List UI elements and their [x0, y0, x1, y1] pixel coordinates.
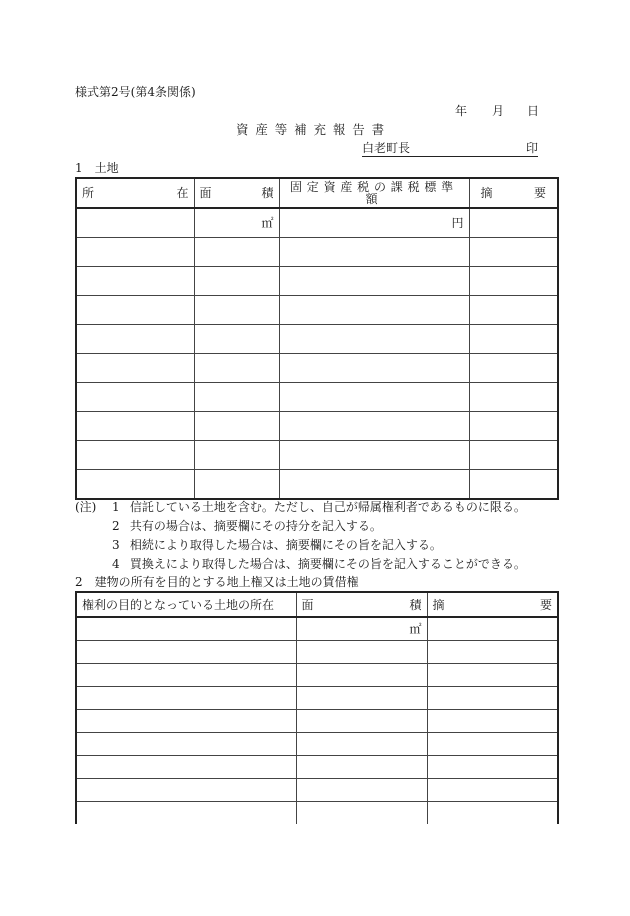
land-valuation-cell[interactable] — [279, 325, 469, 354]
land-row — [76, 296, 558, 325]
rights-table-header-row — [76, 592, 558, 617]
land-valuation-cell[interactable] — [279, 383, 469, 412]
note-item: 4 買換えにより取得した場合は、摘要欄にその旨を記入することができる。 — [112, 557, 526, 571]
sqm-unit: ㎡ — [409, 622, 422, 636]
rights-row — [76, 664, 558, 687]
land-area-cell[interactable] — [194, 296, 279, 325]
land-remarks-cell[interactable] — [469, 412, 558, 441]
notes-prefix: (注) — [75, 500, 97, 514]
land-location-cell[interactable] — [76, 267, 194, 296]
land-area-cell[interactable] — [194, 470, 279, 500]
rights-location-cell[interactable] — [76, 756, 296, 779]
rights-location-cell[interactable] — [76, 641, 296, 664]
land-valuation-cell[interactable] — [279, 441, 469, 470]
land-area-cell[interactable] — [194, 412, 279, 441]
land-location-cell[interactable] — [76, 441, 194, 470]
addressee-line — [362, 142, 538, 157]
addressee-name: 白老町長 — [362, 141, 411, 155]
land-valuation-cell[interactable] — [279, 208, 469, 238]
land-location-cell[interactable] — [76, 238, 194, 267]
land-row — [76, 441, 558, 470]
header-area: 面 積 — [296, 592, 427, 617]
section2-heading: 2 建物の所有を目的とする地上権又は土地の賃借権 — [75, 575, 359, 589]
rights-area-cell[interactable] — [296, 617, 427, 641]
note-item: 2 共有の場合は、摘要欄にその持分を記入する。 — [112, 519, 382, 533]
form-label: 様式第2号(第4条関係) — [75, 85, 196, 99]
rights-remarks-cell[interactable] — [427, 641, 558, 664]
header-location: 所 在 — [76, 178, 194, 208]
land-remarks-cell[interactable] — [469, 267, 558, 296]
land-location-cell[interactable] — [76, 354, 194, 383]
land-location-cell[interactable] — [76, 208, 194, 238]
header-area: 面 積 — [194, 178, 279, 208]
rights-remarks-cell[interactable] — [427, 710, 558, 733]
land-row — [76, 383, 558, 412]
land-remarks-cell[interactable] — [469, 238, 558, 267]
land-valuation-cell[interactable] — [279, 412, 469, 441]
land-area-cell[interactable] — [194, 238, 279, 267]
document-title: 資産等補充報告書 — [236, 122, 392, 137]
land-area-cell[interactable] — [194, 325, 279, 354]
rights-row — [76, 710, 558, 733]
rights-area-cell[interactable] — [296, 687, 427, 710]
land-location-cell[interactable] — [76, 412, 194, 441]
rights-area-cell[interactable] — [296, 756, 427, 779]
rights-row — [76, 733, 558, 756]
land-remarks-cell[interactable] — [469, 208, 558, 238]
date-year-label: 年 — [455, 104, 468, 118]
header-land-location: 権利の目的となっている土地の所在 — [76, 592, 296, 617]
rights-area-cell[interactable] — [296, 641, 427, 664]
note-item: 3 相続により取得した場合は、摘要欄にその旨を記入する。 — [112, 538, 442, 552]
land-row — [76, 238, 558, 267]
header-remarks: 摘 要 — [427, 592, 558, 617]
rights-area-cell[interactable] — [296, 733, 427, 756]
rights-remarks-cell[interactable] — [427, 687, 558, 710]
header-tax-valuation: 固定資産税の課税標準額 — [279, 178, 469, 208]
date-month-label: 月 — [492, 104, 505, 118]
rights-row — [76, 687, 558, 710]
land-valuation-cell[interactable] — [279, 470, 469, 500]
land-remarks-cell[interactable] — [469, 441, 558, 470]
rights-area-cell[interactable] — [296, 779, 427, 802]
header-remarks: 摘 要 — [469, 178, 558, 208]
rights-remarks-cell[interactable] — [427, 733, 558, 756]
rights-remarks-cell[interactable] — [427, 664, 558, 687]
rights-location-cell[interactable] — [76, 802, 296, 825]
land-row — [76, 325, 558, 354]
land-remarks-cell[interactable] — [469, 325, 558, 354]
rights-remarks-cell[interactable] — [427, 779, 558, 802]
land-remarks-cell[interactable] — [469, 383, 558, 412]
rights-area-cell[interactable] — [296, 802, 427, 825]
land-row — [76, 267, 558, 296]
land-row — [76, 354, 558, 383]
land-row — [76, 470, 558, 500]
land-location-cell[interactable] — [76, 325, 194, 354]
land-row — [76, 412, 558, 441]
land-area-cell[interactable] — [194, 441, 279, 470]
land-table-header-row — [76, 178, 558, 208]
land-rights-table — [75, 591, 559, 824]
rights-row — [76, 756, 558, 779]
rights-area-cell[interactable] — [296, 710, 427, 733]
land-area-cell[interactable] — [194, 383, 279, 412]
rights-location-cell[interactable] — [76, 779, 296, 802]
land-valuation-cell[interactable] — [279, 296, 469, 325]
land-area-cell[interactable] — [194, 354, 279, 383]
rights-remarks-cell[interactable] — [427, 756, 558, 779]
land-area-cell[interactable] — [194, 267, 279, 296]
land-location-cell[interactable] — [76, 296, 194, 325]
rights-row — [76, 617, 558, 641]
rights-row — [76, 779, 558, 802]
note-item: 1 信託している土地を含む。ただし、自己が帰属権利者であるものに限る。 — [112, 500, 526, 514]
land-remarks-cell[interactable] — [469, 296, 558, 325]
date-day-label: 日 — [527, 104, 540, 118]
land-area-cell[interactable] — [194, 208, 279, 238]
land-location-cell[interactable] — [76, 383, 194, 412]
seal-mark: 印 — [525, 141, 538, 155]
rights-location-cell[interactable] — [76, 733, 296, 756]
section1-heading: 1 土地 — [75, 161, 119, 175]
rights-location-cell[interactable] — [76, 617, 296, 641]
yen-unit: 円 — [451, 216, 464, 230]
rights-location-cell[interactable] — [76, 687, 296, 710]
land-valuation-cell[interactable] — [279, 267, 469, 296]
rights-location-cell[interactable] — [76, 664, 296, 687]
land-valuation-cell[interactable] — [279, 354, 469, 383]
sqm-unit: ㎡ — [261, 216, 274, 230]
land-table — [75, 177, 559, 500]
rights-remarks-cell[interactable] — [427, 617, 558, 641]
rights-remarks-cell[interactable] — [427, 802, 558, 825]
rights-area-cell[interactable] — [296, 664, 427, 687]
rights-row — [76, 802, 558, 825]
land-row — [76, 208, 558, 238]
land-remarks-cell[interactable] — [469, 470, 558, 500]
land-valuation-cell[interactable] — [279, 238, 469, 267]
rights-location-cell[interactable] — [76, 710, 296, 733]
land-remarks-cell[interactable] — [469, 354, 558, 383]
land-location-cell[interactable] — [76, 470, 194, 500]
rights-row — [76, 641, 558, 664]
